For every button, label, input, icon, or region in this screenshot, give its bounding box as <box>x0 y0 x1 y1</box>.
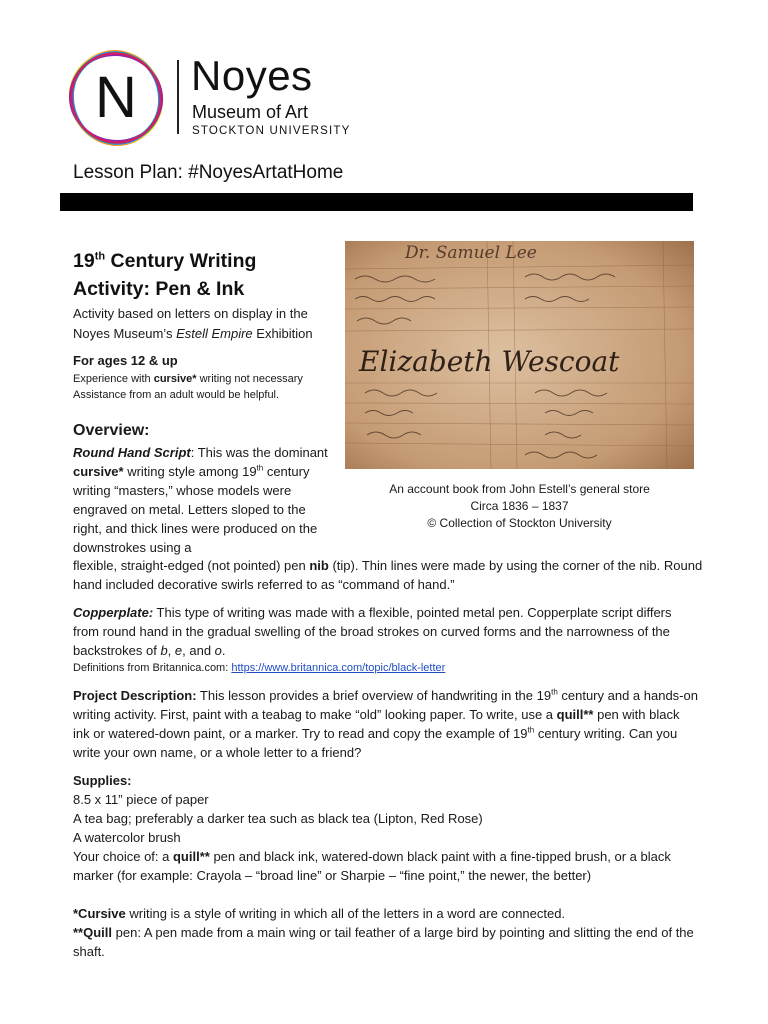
overview-paragraph <box>73 443 337 557</box>
quill-footnote <box>73 923 703 961</box>
overview-sup: th <box>256 463 264 473</box>
cursive-term: cursive* <box>153 373 197 385</box>
lesson-title: Lesson Plan: #NoyesArtatHome <box>73 162 344 183</box>
copperplate-term: Copperplate: <box>73 605 154 620</box>
black-divider-bar <box>60 193 693 211</box>
photo-script-name-2: Elizabeth Wescoat <box>359 345 620 378</box>
desc-text: Activity based on letters on display in the Noyes Museum’s <box>73 306 308 341</box>
supplies-list <box>73 790 703 885</box>
project-text-3: pen with black ink or watered-down paint, or a marker. Try to read and copy the example of 19 <box>73 707 680 741</box>
sep-2: , and <box>182 643 215 658</box>
logo-divider <box>177 60 179 134</box>
cursive-footnote <box>73 904 703 923</box>
overview-text-4: flexible, straight-edged (not pointed) pen <box>73 558 310 573</box>
supply-item: 8.5 x 11” piece of paper <box>73 792 209 807</box>
nib-term: nib <box>309 558 329 573</box>
ages-note <box>73 371 343 403</box>
letter-o: o <box>214 643 222 658</box>
copperplate-text: This type of writing was made with a flexible, pointed metal pen. Copperplate script differs from round hand in the gradual swelling of the broad strokes on curved forms and the narrowness of the backstrokes of <box>73 605 672 658</box>
photo-caption-line-1: An account book from John Estell’s general store <box>389 482 650 496</box>
desc-text-end: Exhibition <box>252 326 313 341</box>
definitions-label: Definitions from Britannica.com: <box>73 662 232 674</box>
supplies-heading: Supplies: <box>73 773 132 788</box>
title-number: 19 <box>73 250 95 272</box>
ages-note-text-end: writing not necessary <box>196 373 303 385</box>
project-text-1: This lesson provides a brief overview of handwriting in the 19 <box>196 688 552 703</box>
project-label: Project Description: <box>73 688 197 703</box>
sep-1: , <box>167 643 175 658</box>
overview-paragraph-continued <box>73 556 713 594</box>
photo-caption-line-2: Circa 1836 – 1837 <box>470 499 569 513</box>
photo-script-name: Dr. Samuel Lee <box>405 243 537 263</box>
project-sup-2: th <box>527 725 535 735</box>
copperplate-end: . <box>221 643 226 658</box>
overview-heading: Overview: <box>73 422 150 439</box>
account-book-photo <box>345 241 694 469</box>
cursive-term: cursive* <box>73 464 124 479</box>
ages-note-line-2: Assistance from an adult would be helpful. <box>73 389 280 401</box>
quill-definition: pen: A pen made from a main wing or tail feather of a large bird by pointing and slitting the end of the shaft. <box>73 925 694 959</box>
overview-text-5: (tip). Thin lines were made by using the corner of the nib. Round hand included decorative swirls referred to as “command of hand.” <box>73 558 703 592</box>
brand-subtitle: Museum of Art <box>192 102 309 122</box>
ages-label: For ages 12 & up <box>73 353 178 368</box>
title-sup: th <box>94 250 106 263</box>
round-hand-term: Round Hand Script <box>73 445 191 460</box>
activity-title <box>73 247 343 303</box>
definitions-source <box>73 660 445 676</box>
quill-label: **Quill <box>73 925 113 940</box>
brand-name: Noyes <box>191 52 313 99</box>
cursive-definition: writing is a style of writing in which all of the letters in a word are connected. <box>125 906 566 921</box>
title-rest: Century Writing <box>105 250 257 272</box>
britannica-link[interactable]: https://www.britannica.com/topic/black-letter <box>231 662 446 674</box>
project-sup-1: th <box>551 687 558 697</box>
activity-description <box>73 304 343 344</box>
photo-caption-line-3: © Collection of Stockton University <box>427 516 612 530</box>
overview-text-2: writing style among 19 <box>123 464 257 479</box>
choice-text: Your choice of: a <box>73 849 173 864</box>
title-line-2: Activity: Pen & Ink <box>73 278 245 300</box>
copperplate-paragraph <box>73 603 693 660</box>
quill-term: quill** <box>556 707 594 722</box>
choice-text-2: pen and black ink, watered-down black paint with a fine-tipped brush, or a black marker (for example: Crayola – “broad line” or Sharpie – “fine point,” the newer, the better) <box>73 849 671 883</box>
footnotes <box>73 904 703 961</box>
overview-text-3: century writing “masters,” whose models were engraved on metal. Letters sloped to the right, and thick lines were produced on the downstrokes using a <box>73 464 318 555</box>
overview-text: : This was the dominant <box>190 445 328 460</box>
ages-note-text: Experience with <box>73 373 154 385</box>
logo-letter: N <box>95 65 137 130</box>
supply-choice <box>73 847 703 885</box>
supply-item: A tea bag; preferably a darker tea such as black tea (Lipton, Red Rose) <box>73 811 483 826</box>
quill-term: quill** <box>172 849 210 864</box>
brand-university: STOCKTON UNIVERSITY <box>192 125 351 137</box>
project-text-4: century writing. Can you write your own name, or a whole letter to a friend? <box>73 726 678 760</box>
cursive-label: *Cursive <box>73 906 126 921</box>
exhibition-name: Estell Empire <box>176 326 253 341</box>
project-text-2: century and a hands-on writing activity. First, paint with a teabag to make “old” looking paper. To write, use a <box>73 688 698 722</box>
letter-e: e <box>174 643 183 658</box>
supply-item: A watercolor brush <box>73 830 181 845</box>
project-description <box>73 686 698 762</box>
letter-b: b <box>160 643 168 658</box>
